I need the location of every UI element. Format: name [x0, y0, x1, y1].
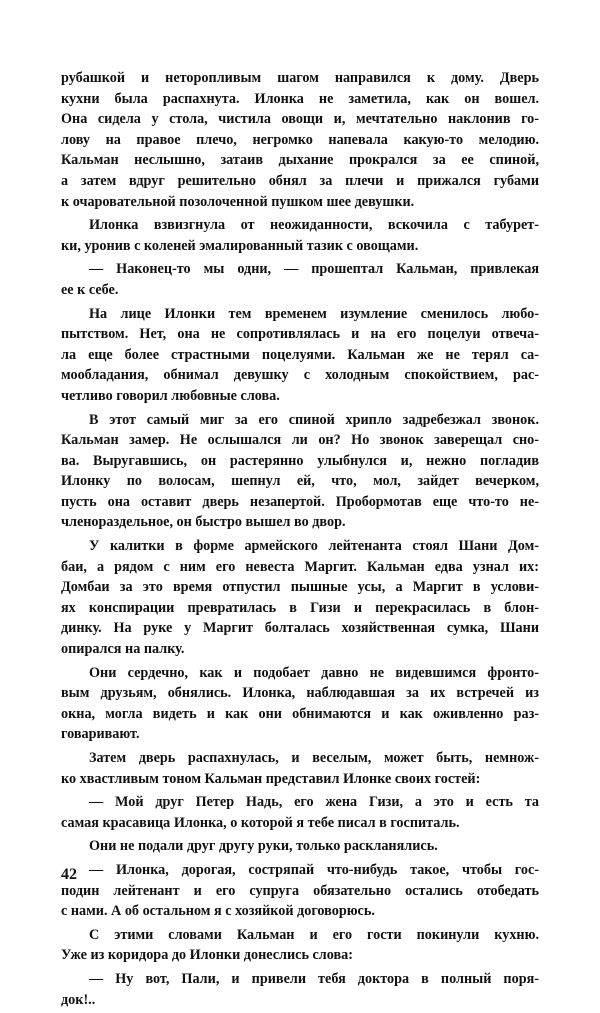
text-line: С этими словами Кальман и его гости покинули кухню. — [89, 926, 539, 943]
paragraph — [61, 925, 539, 966]
text-line: Уже из коридора до Илонки донеслись слова: — [61, 947, 353, 964]
text-line: — Илонка, дорогая, состряпай что-нибудь такое, чтобы гос- — [89, 861, 539, 878]
text-line: четливо говорил любовные слова. — [61, 387, 280, 404]
text-line: баи, а рядом с ним его невеста Маргит. Кальман едва узнал их: — [61, 558, 539, 575]
text-line: с нами. А об остальном я с хозяйкой договорюсь. — [61, 903, 375, 920]
paragraph — [61, 215, 539, 256]
text-line: док!.. — [61, 991, 96, 1008]
text-line: — Мой друг Петер Надь, его жена Гизи, а это и есть та — [89, 794, 539, 811]
text-line: вым друзьям, обнялись. Илонка, наблюдавшая за их встречей из — [61, 685, 539, 702]
paragraph — [61, 536, 539, 660]
text-line: говаривают. — [61, 726, 140, 743]
text-line: рубашкой и неторопливым шагом направился к дому. Дверь — [61, 70, 539, 86]
text-line: членораздельное, он быстро вышел во двор. — [61, 514, 346, 531]
paragraph — [61, 836, 539, 857]
text-line: подин лейтенант и его супруга обязательно остались отобедать — [61, 882, 539, 899]
text-line: Она сидела у стола, чистила овощи и, мечтательно наклонив го- — [61, 111, 539, 128]
text-line: опирался на палку. — [61, 641, 185, 658]
text-line: На лице Илонки тем временем изумление сменилось любо- — [89, 305, 539, 322]
text-line: Они сердечно, как и подобает давно не видевшимся фронто- — [89, 664, 539, 681]
text-line: ки, уронив с коленей эмалированный тазик с овощами. — [61, 237, 419, 254]
text-line: ла еще более страстными поцелуями. Кальман же не терял са- — [61, 346, 539, 363]
text-line: мообладания, обнимал девушку с холодным спокойствием, рас- — [61, 367, 539, 384]
paragraph — [61, 68, 539, 212]
text-line: Кальман неслышно, затаив дыхание прокрался за ее спиной, — [61, 152, 539, 169]
text-line: динку. На руке у Маргит болталась хозяйственная сумка, Шани — [61, 620, 539, 637]
text-line: пусть она оставит дверь незапертой. Пробормотав еще что-то не- — [61, 493, 539, 510]
text-line: В этот самый миг за его спиной хрипло задребезжал звонок. — [89, 411, 539, 428]
text-line: Илонка взвизгнула от неожиданности, вскочила с табурет- — [89, 217, 539, 234]
text-line: Домбаи за это время отпустил пышные усы, а Маргит в услови- — [61, 579, 539, 596]
text-line: — Наконец-то мы одни, — прошептал Кальман, привлекая — [89, 261, 539, 278]
text-line: Кальман замер. Не ослышался ли он? Но звонок заверещал сно- — [61, 432, 539, 449]
text-line: ко хвастливым тоном Кальман представил Илонке своих гостей: — [61, 770, 481, 787]
text-line: ва. Выругавшись, он растерянно улыбнулся и, нежно погладив — [61, 452, 539, 469]
paragraph — [61, 259, 539, 300]
text-line: ях конспирации превратилась в Гизи и перекрасилась в блон- — [61, 599, 539, 616]
text-line: лову на правое плечо, негромко напевала какую-то мелодию. — [61, 131, 539, 148]
text-line: самая красавица Илонка, о которой я тебе писал в госпиталь. — [61, 814, 460, 831]
text-line: к очаровательной позолоченной пушком шее девушки. — [61, 193, 415, 210]
text-line: — Ну вот, Пали, и привели тебя доктора в полный поря- — [89, 970, 539, 987]
page-number: 42 — [61, 866, 77, 883]
page-text — [61, 68, 539, 1013]
text-line: ее к себе. — [61, 281, 119, 298]
text-line: пытством. Нет, она не сопротивлялась и на его поцелуи отвеча- — [61, 326, 539, 343]
text-line: окна, могла видеть и как они обнимаются и как оживленно раз- — [61, 705, 539, 722]
paragraph — [61, 304, 539, 407]
paragraph — [61, 748, 539, 789]
paragraph — [61, 663, 539, 745]
text-line: Илонку по волосам, шепнул ей, что, мол, зайдет вечерком, — [61, 473, 539, 490]
paragraph — [61, 860, 539, 922]
text-line: а затем вдруг решительно обнял за плечи и прижался губами — [61, 172, 539, 189]
paragraph — [61, 792, 539, 833]
paragraph — [61, 969, 539, 1010]
paragraph — [61, 410, 539, 534]
text-line: У калитки в форме армейского лейтенанта стоял Шани Дом- — [89, 538, 539, 555]
text-line: Они не подали друг другу руки, только раскланялись. — [89, 838, 438, 855]
text-line: Затем дверь распахнулась, и веселым, может быть, немнож- — [89, 750, 539, 766]
text-line: кухни была распахнута. Илонка не заметила, как он вошел. — [61, 90, 539, 107]
